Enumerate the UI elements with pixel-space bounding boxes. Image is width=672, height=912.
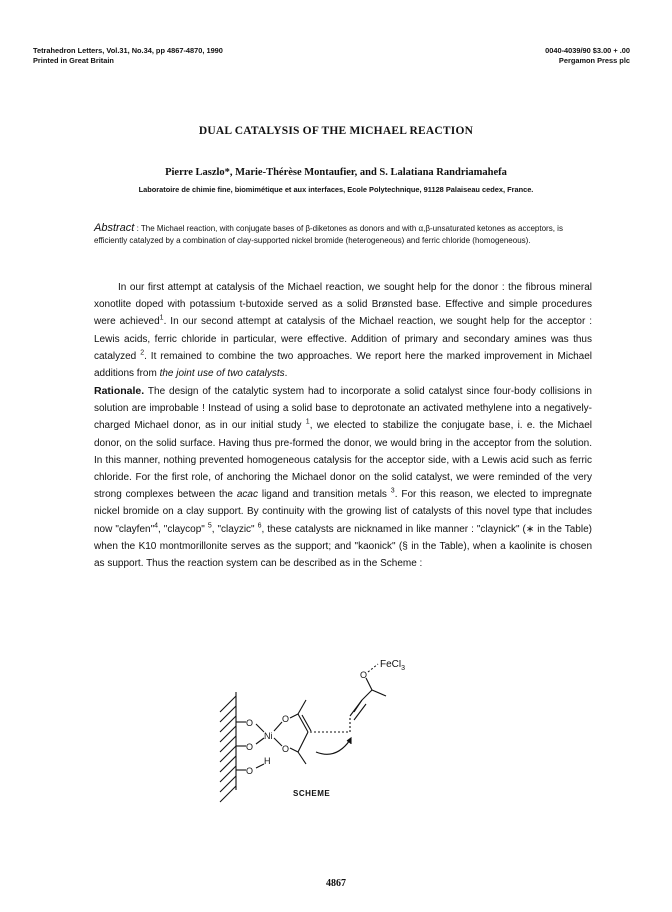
methyl-bond: [298, 700, 306, 714]
scheme-caption: SCHEME: [293, 789, 331, 798]
abstract-text: : The Michael reaction, with conjugate bases of β-diketones as donors and with α,β-unsaturated ketones as acceptors, is efficiently catalyzed by a combination of clay-supported nickel bromide (heterogeneous) and ferric chloride (homogeneous).: [94, 224, 563, 245]
oxygen-label: O: [246, 718, 254, 728]
oxygen-label: O: [282, 714, 290, 724]
surface-hatch: [220, 706, 236, 722]
surface-hatch: [220, 726, 236, 742]
section-heading: Rationale.: [94, 385, 145, 397]
text-run: ligand and transition metals: [257, 489, 391, 501]
publisher-line: Pergamon Press plc: [558, 56, 630, 65]
c-o-bond: [290, 714, 298, 718]
reaction-scheme: [190, 660, 450, 810]
emphasis-text: acac: [236, 489, 258, 501]
c-o-bond: [290, 748, 298, 752]
ring-bond: [298, 732, 308, 752]
surface-hatch: [220, 716, 236, 732]
issn-price-line: 0040-4039/90 $3.00 + .00: [545, 46, 630, 55]
ni-o-bond: [274, 722, 282, 731]
emphasis-text: the joint use of two catalysts: [159, 368, 285, 380]
intro-paragraph: [94, 279, 592, 382]
oxygen-label: O: [360, 670, 368, 680]
text-run: , "claycop": [158, 523, 208, 535]
text-run: .: [284, 368, 288, 380]
fecl3-subscript: 3: [401, 665, 406, 672]
citation-ref: 4: [154, 522, 159, 530]
citation-ref: 6: [257, 522, 262, 530]
ni-o-bond: [274, 738, 282, 746]
citation-ref: 1: [159, 315, 164, 323]
affiliation: Laboratoire de chimie fine, biomimétique et aux interfaces, Ecole Polytechnique, 91128 Palaiseau cedex, France.: [138, 185, 534, 194]
o-h-bond: [256, 764, 264, 768]
methyl-bond: [298, 752, 306, 764]
nickel-label: Ni: [264, 731, 273, 741]
citation-ref: 2: [140, 349, 145, 357]
fecl3-text: FeCl: [380, 660, 402, 670]
oxygen-label: O: [282, 744, 290, 754]
printed-in-line: Printed in Great Britain: [33, 56, 114, 65]
surface-hatch: [220, 746, 236, 762]
citation-ref: 1: [305, 419, 310, 427]
acceptor-bond: [372, 690, 386, 696]
paper-title: DUAL CATALYSIS OF THE MICHAEL REACTION: [198, 125, 474, 137]
abstract: [94, 223, 592, 246]
hydrogen-label: H: [264, 756, 271, 766]
publisher-info: [545, 46, 630, 66]
text-run: The design of the catalytic system had to incorporate a solid catalyst since four-body collisions in solution are improbable ! Instead of using a solid base to deprotonate an activated methylene into a negatively-charged Michael donor, as in our initial study: [94, 386, 592, 432]
electron-arrow: [316, 740, 350, 754]
oxygen-label: O: [246, 766, 254, 776]
text-run: , these catalysts are nicknamed in like manner : "claynick" (∗ in the Table) when the K10 montmorillonite serves as the support; and "kaonick" (§ in the Table), when a kaolinite is chosen as support. Thus the reaction system can be described as in the Scheme :: [94, 523, 592, 570]
text-run: , "clayzic": [211, 523, 258, 535]
abstract-label: Abstract: [94, 222, 135, 234]
surface-hatch: [220, 736, 236, 752]
text-run: . For this reason, we elected to impregnate nickel bromide on a clay support. By continuity with the growing list of catalysts of this novel type that includes now "clayfen": [94, 489, 592, 535]
fe-coordination: [368, 664, 378, 672]
text-run: , we elected to stabilize the conjugate base, i. e. the Michael donor, on the solid surface. Having thus pre-formed the donor, we would bring in the acceptor from the solution. In this manner, nothing prevented homogeneous catalysis for the acceptor side, with a Lewis acid such as ferric chloride. For the first role, of anchoring the Michael donor on the solid catalyst, we were reminded of the very strong complexes between the: [94, 420, 592, 501]
surface-hatch: [220, 776, 236, 792]
citation-ref: 3: [390, 487, 395, 495]
surface-hatch: [220, 786, 236, 802]
text-run: In our first attempt at catalysis of the Michael reaction, we sought help for the donor : the fibrous mineral xonotlite doped with potassium t-butoxide served as a solid Brønsted base. Effective and simple procedures were achieved: [94, 282, 592, 328]
surface-hatch: [220, 766, 236, 782]
o-ni-bond: [256, 724, 264, 732]
text-run: . It remained to combine the two approaches. We report here the marked improvement in Michael additions from: [94, 350, 592, 380]
o-ni-bond: [256, 738, 264, 744]
text-run: . In our second attempt at catalysis of the Michael reaction, we sought help for the acceptor : Lewis acids, ferric chloride in particular, were effective. Addition of primary and secondary amines was thus catalyzed: [94, 316, 592, 362]
fecl3-label: [380, 660, 405, 672]
citation-ref: 5: [207, 522, 212, 530]
rationale-paragraph: [94, 383, 592, 572]
acceptor-double-bond: [354, 704, 366, 720]
surface-hatch: [220, 756, 236, 772]
acceptor-bond: [362, 690, 372, 700]
surface-hatch: [220, 696, 236, 712]
citation-line: Tetrahedron Letters, Vol.31, No.34, pp 4867-4870, 1990: [33, 46, 223, 55]
journal-citation: [33, 46, 223, 66]
author-list: Pierre Laszlo*, Marie-Thérèse Montaufier, and S. Lalatiana Randriamahefa: [165, 167, 507, 178]
oxygen-label: O: [246, 742, 254, 752]
page-number: 4867: [326, 878, 346, 889]
